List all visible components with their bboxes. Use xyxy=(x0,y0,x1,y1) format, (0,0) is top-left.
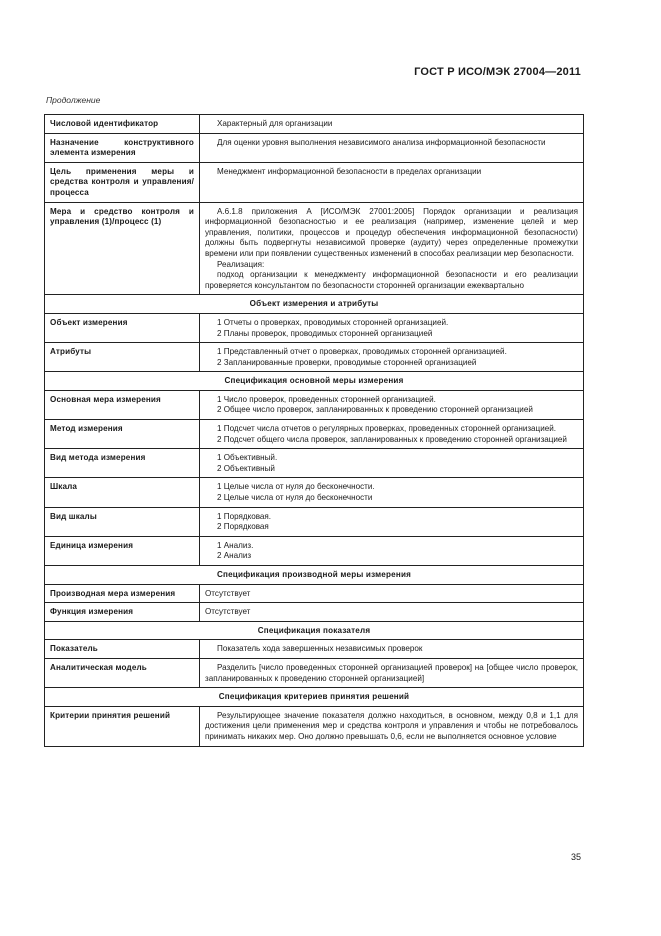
list-item: 2 Запланированные проверки, проводимые сторонней организацией xyxy=(217,357,477,367)
table-row xyxy=(45,658,584,687)
list-item: 1 Целые числа от нуля до бесконечности. xyxy=(217,482,375,492)
row-value xyxy=(200,313,584,342)
row-value xyxy=(200,420,584,449)
table-row xyxy=(45,202,584,295)
section-row xyxy=(45,688,584,707)
section-row xyxy=(45,621,584,640)
row-label: Объект измерения xyxy=(45,313,200,342)
row-label: Производная мера измерения xyxy=(45,584,200,603)
list-item: 2 Объективный xyxy=(217,463,275,473)
control-paragraph: подход организации к менеджменту информационной безопасности и его реализации проверяется консультантом по безопасности сторонней организации ежеквартально xyxy=(205,270,578,290)
section-heading: Спецификация производной меры измерения xyxy=(45,566,584,585)
row-value xyxy=(200,390,584,419)
table-row xyxy=(45,449,584,478)
table-row xyxy=(45,536,584,565)
row-value: Для оценки уровня выполнения независимого анализа информационной безопасности xyxy=(200,133,584,162)
section-heading: Объект измерения и атрибуты xyxy=(45,295,584,314)
list-item: 1 Объективный. xyxy=(217,453,278,463)
row-label: Единица измерения xyxy=(45,536,200,565)
row-label: Цель применения меры и средства контроля и управления/процесса xyxy=(45,162,200,202)
table-row xyxy=(45,420,584,449)
row-value xyxy=(200,536,584,565)
table-row xyxy=(45,584,584,603)
row-label: Атрибуты xyxy=(45,343,200,372)
specification-table xyxy=(44,114,584,747)
section-heading: Спецификация основной меры измерения xyxy=(45,372,584,391)
row-value xyxy=(200,449,584,478)
table-row xyxy=(45,343,584,372)
row-value: Результирующее значение показателя должно находиться, в основном, между 0,8 и 1,1 для достижения цели применения мер и средства контроля и управления и чтобы не потребовалось принимать никаких мер. Оно должно превышать 0,6, если не выполняется основное условие xyxy=(200,706,584,746)
row-label: Основная мера измерения xyxy=(45,390,200,419)
list-item: 1 Анализ. xyxy=(217,540,254,550)
table-row xyxy=(45,706,584,746)
row-label: Вид шкалы xyxy=(45,507,200,536)
table-row xyxy=(45,133,584,162)
list-item: 2 Общее число проверок, запланированных к проведению сторонней организацией xyxy=(217,405,533,415)
row-value: Показатель хода завершенных независимых проверок xyxy=(200,640,584,659)
table-row xyxy=(45,507,584,536)
table-row xyxy=(45,115,584,134)
table-row xyxy=(45,313,584,342)
row-label: Метод измерения xyxy=(45,420,200,449)
list-item: 2 Порядковая xyxy=(217,522,269,532)
section-row xyxy=(45,372,584,391)
table-row xyxy=(45,390,584,419)
list-item: 2 Планы проверок, проводимых сторонней организацией xyxy=(217,328,433,338)
row-label: Аналитическая модель xyxy=(45,658,200,687)
row-label: Числовой идентификатор xyxy=(45,115,200,134)
table-row xyxy=(45,640,584,659)
row-value xyxy=(200,343,584,372)
page-number: 35 xyxy=(570,852,581,862)
list-item: 2 Анализ xyxy=(217,551,252,561)
table-row xyxy=(45,603,584,622)
section-heading: Спецификация показателя xyxy=(45,621,584,640)
row-value xyxy=(200,202,584,295)
row-value xyxy=(200,478,584,507)
list-item: 1 Отчеты о проверках, проводимых сторонней организацией. xyxy=(217,317,449,327)
row-label: Мера и средство контроля и управления (1)/процесс (1) xyxy=(45,202,200,295)
control-paragraph: А.6.1.8 приложения А [ИСО/МЭК 27001:2005] Порядок организации и реализация информационной безопасностью и ее реализация (например, изменение целей и мер управления, политики, процессов и процедур обеспечения информационной безопасности) должны быть подвергнуты независимой проверке (аудиту) через определенные промежутки времени или при появлении существенных изменений в способах реализации мер безопасности. xyxy=(205,206,578,258)
table-row xyxy=(45,478,584,507)
row-value: Отсутствует xyxy=(200,584,584,603)
section-row xyxy=(45,295,584,314)
list-item: 1 Подсчет числа отчетов о регулярных проверках, проведенных сторонней организацией. xyxy=(217,424,556,434)
row-label: Критерии принятия решений xyxy=(45,706,200,746)
section-row xyxy=(45,566,584,585)
row-value: Менеджмент информационной безопасности в пределах организации xyxy=(200,162,584,202)
row-value xyxy=(200,507,584,536)
section-heading: Спецификация критериев принятия решений xyxy=(45,688,584,707)
list-item: 1 Порядковая. xyxy=(217,511,272,521)
row-label: Вид метода измерения xyxy=(45,449,200,478)
control-paragraph: Реализация: xyxy=(217,259,265,269)
list-item: 2 Подсчет общего числа проверок, запланированных к проведению сторонней организацией xyxy=(217,434,567,444)
list-item: 2 Целые числа от нуля до бесконечности xyxy=(217,493,373,503)
row-value: Отсутствует xyxy=(200,603,584,622)
list-item: 1 Представленный отчет о проверках, проводимых сторонней организацией. xyxy=(217,347,507,357)
row-value: Характерный для организации xyxy=(200,115,584,134)
row-label: Функция измерения xyxy=(45,603,200,622)
row-label: Показатель xyxy=(45,640,200,659)
row-value: Разделить [число проведенных сторонней организацией проверок] на [общее число проверок, запланированных к проведению сторонней организацией] xyxy=(200,658,584,687)
list-item: 1 Число проверок, проведенных сторонней организацией. xyxy=(217,394,436,404)
row-label: Шкала xyxy=(45,478,200,507)
document-header: ГОСТ Р ИСО/МЭК 27004—2011 xyxy=(414,66,581,78)
row-label: Назначение конструктивного элемента измерения xyxy=(45,133,200,162)
table-row xyxy=(45,162,584,202)
continuation-label: Продолжение xyxy=(46,95,101,105)
